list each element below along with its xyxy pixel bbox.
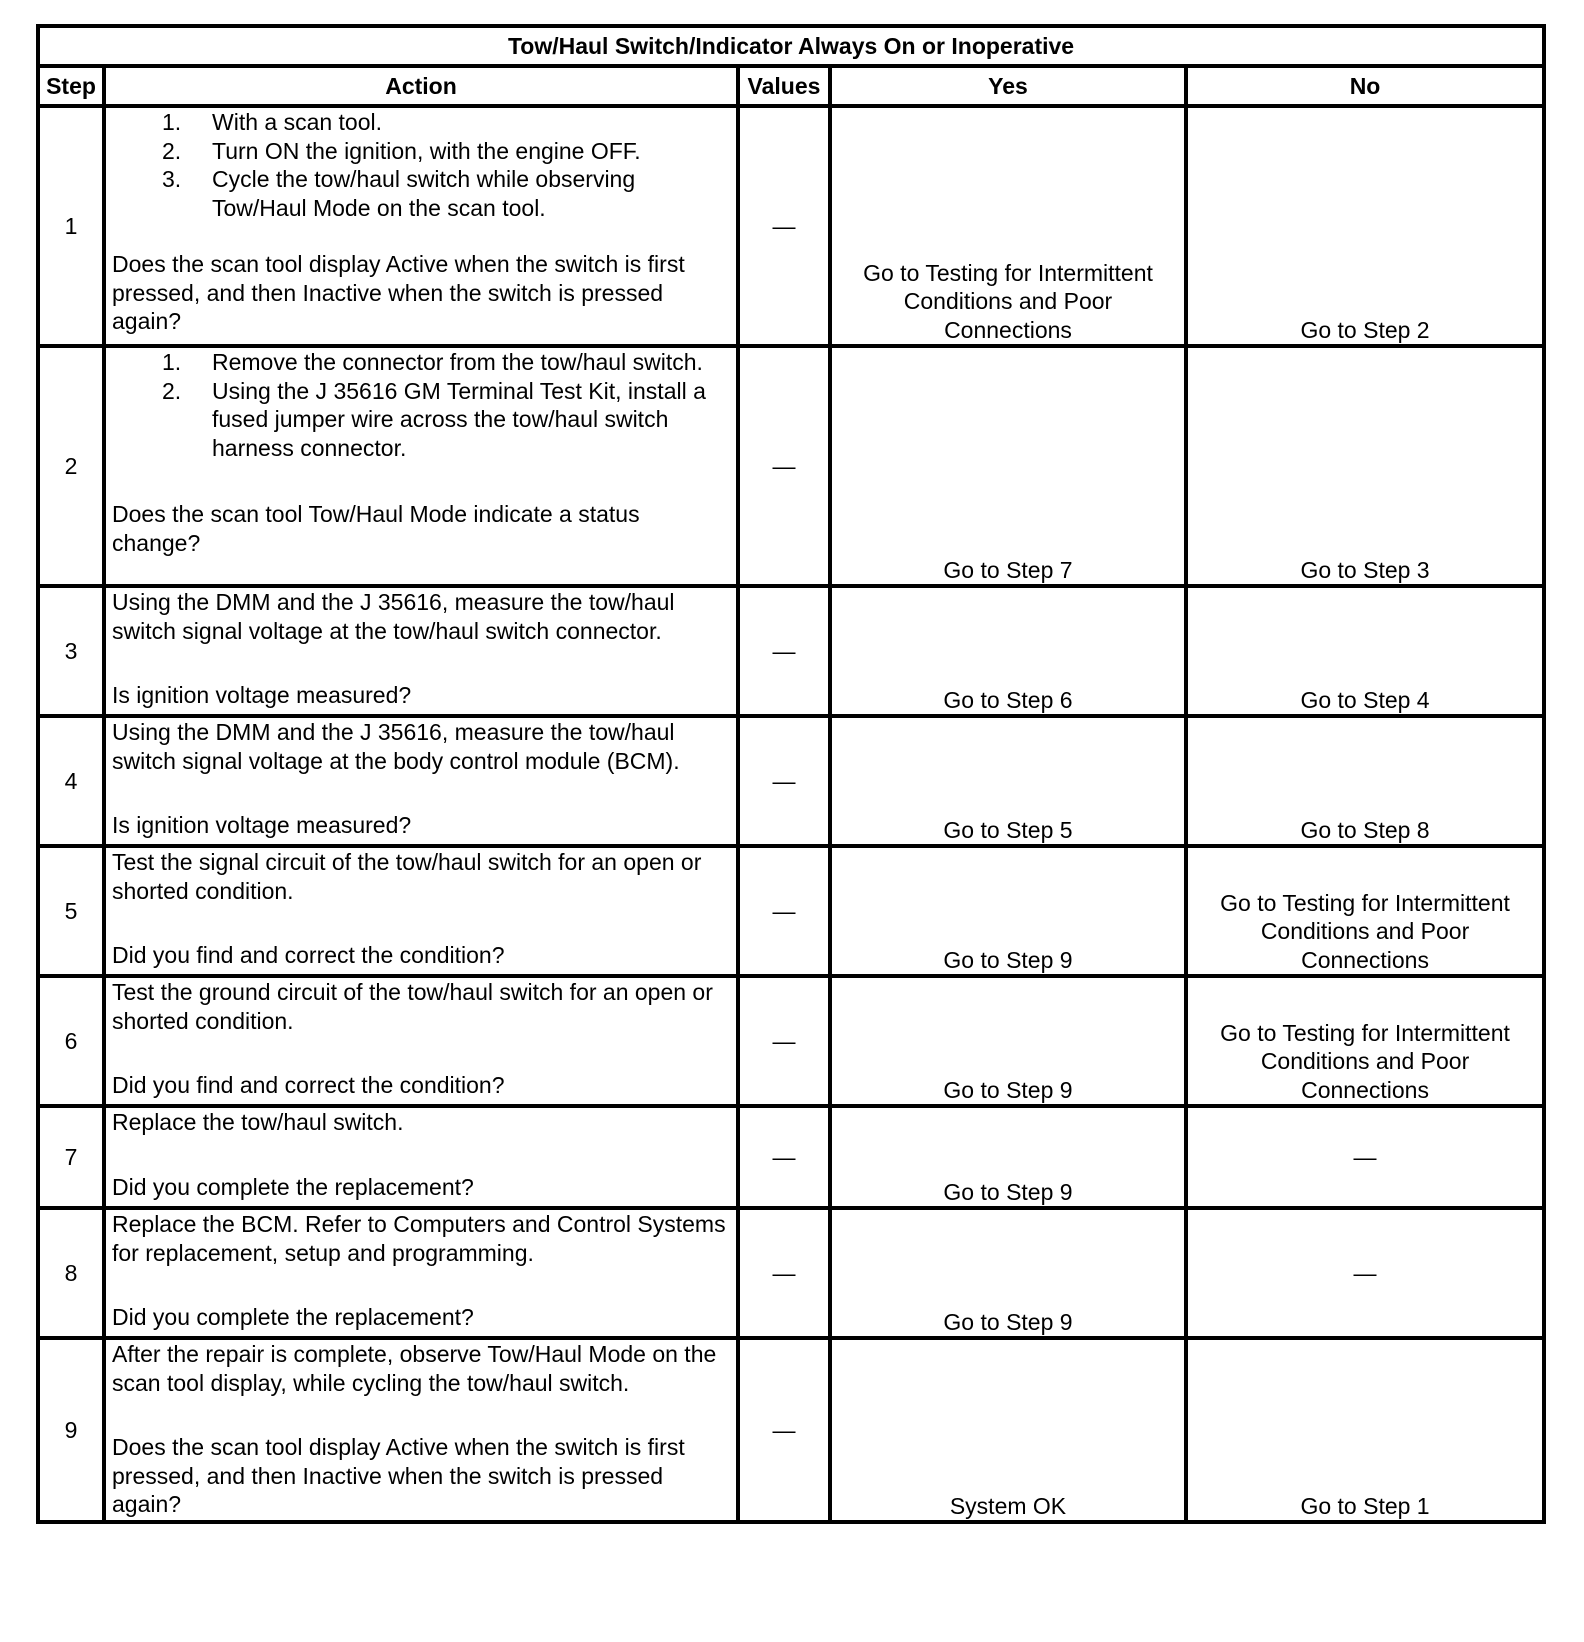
table-row [38,846,1544,976]
action-question: Does the scan tool display Active when the switch is first pressed, and then Inactive when the switch is pressed again? [112,251,685,334]
action-question: Is ignition voltage measured? [112,682,412,708]
step-number: 4 [38,716,104,846]
header-row [38,66,1544,106]
substep-item [162,377,730,463]
diagnostic-table [36,24,1546,1524]
yes-result: Go to Step 5 [830,716,1186,846]
table-row [38,976,1544,1106]
substep-number: 2. [162,377,182,404]
values-cell: — [738,106,830,346]
table-row [38,716,1544,846]
substep-text: Turn ON the ignition, with the engine OFF. [212,137,641,164]
substep-number: 3. [162,166,182,192]
action-cell [104,346,738,586]
substep-text: Cycle the tow/haul switch while observing Tow/Haul Mode on the scan tool. [212,166,636,221]
yes-result: Go to Step 9 [830,1106,1186,1208]
substep-number: 1. [162,349,182,375]
no-result: Go to Testing for Intermittent Conditions and Poor Connections [1186,846,1544,976]
substep-text: With a scan tool. [212,109,383,135]
values-cell: — [738,1338,830,1522]
no-result: Go to Step 3 [1186,346,1544,586]
action-cell [104,846,738,976]
substep-list [112,348,730,462]
no-result: Go to Step 1 [1186,1338,1544,1522]
action-cell [104,1106,738,1208]
values-cell: — [738,1106,830,1208]
table-row [38,106,1544,346]
step-number: 1 [38,106,104,346]
substep-item [162,348,730,377]
substep-item [162,108,730,137]
action-cell [104,1208,738,1338]
yes-result: Go to Step 9 [830,976,1186,1106]
no-result: — [1186,1106,1544,1208]
action-instruction: Using the DMM and the J 35616, measure the tow/haul switch signal voltage at the body control module (BCM). [112,719,680,774]
action-cell [104,716,738,846]
action-question: Did you find and correct the condition? [112,1072,505,1098]
substep-text: Remove the connector from the tow/haul switch. [212,349,703,375]
action-cell [104,586,738,716]
action-cell [104,1338,738,1522]
no-result: — [1186,1208,1544,1338]
values-cell: — [738,716,830,846]
substep-list [112,108,730,222]
yes-result: Go to Step 6 [830,586,1186,716]
action-question: Did you complete the replacement? [112,1173,474,1200]
action-instruction: Test the ground circuit of the tow/haul switch for an open or shorted condition. [112,979,713,1034]
yes-result: Go to Testing for Intermittent Conditions and Poor Connections [830,106,1186,346]
step-number: 5 [38,846,104,976]
action-instruction: After the repair is complete, observe Tow/Haul Mode on the scan tool display, while cycling the tow/haul switch. [112,1341,717,1396]
header-no: No [1186,66,1544,106]
substep-number: 2. [162,137,182,164]
table-row [38,1338,1544,1522]
action-question: Did you find and correct the condition? [112,942,505,968]
header-action: Action [104,66,738,106]
values-cell: — [738,346,830,586]
action-instruction: Replace the tow/haul switch. [112,1109,404,1135]
action-instruction: Replace the BCM. Refer to Computers and Control Systems for replacement, setup and programming. [112,1211,726,1266]
substep-text: Using the J 35616 GM Terminal Test Kit, install a fused jumper wire across the tow/haul switch harness connector. [212,377,706,461]
table-row [38,586,1544,716]
table-row [38,1106,1544,1208]
substep-number: 1. [162,109,182,135]
header-yes: Yes [830,66,1186,106]
action-cell [104,976,738,1106]
action-instruction: Using the DMM and the J 35616, measure the tow/haul switch signal voltage at the tow/haul switch connector. [112,589,675,644]
yes-result: Go to Step 7 [830,346,1186,586]
values-cell: — [738,1208,830,1338]
action-question: Did you complete the replacement? [112,1304,474,1330]
substep-item [162,165,730,222]
no-result: Go to Step 8 [1186,716,1544,846]
substep-item [162,137,730,166]
no-result: Go to Step 4 [1186,586,1544,716]
step-number: 3 [38,586,104,716]
action-instruction: Test the signal circuit of the tow/haul switch for an open or shorted condition. [112,849,702,904]
action-question: Is ignition voltage measured? [112,812,412,838]
values-cell: — [738,586,830,716]
no-result: Go to Testing for Intermittent Conditions and Poor Connections [1186,976,1544,1106]
header-step: Step [38,66,104,106]
step-number: 2 [38,346,104,586]
step-number: 7 [38,1106,104,1208]
action-question: Does the scan tool display Active when the switch is first pressed, and then Inactive when the switch is pressed again? [112,1434,685,1517]
step-number: 6 [38,976,104,1106]
action-question: Does the scan tool Tow/Haul Mode indicate a status change? [112,501,640,556]
yes-result: Go to Step 9 [830,846,1186,976]
table-title: Tow/Haul Switch/Indicator Always On or Inoperative [38,26,1544,66]
action-cell [104,106,738,346]
step-number: 8 [38,1208,104,1338]
table-row [38,1208,1544,1338]
values-cell: — [738,976,830,1106]
no-result: Go to Step 2 [1186,106,1544,346]
step-number: 9 [38,1338,104,1522]
table-row [38,346,1544,586]
values-cell: — [738,846,830,976]
yes-result: System OK [830,1338,1186,1522]
header-values: Values [738,66,830,106]
yes-result: Go to Step 9 [830,1208,1186,1338]
